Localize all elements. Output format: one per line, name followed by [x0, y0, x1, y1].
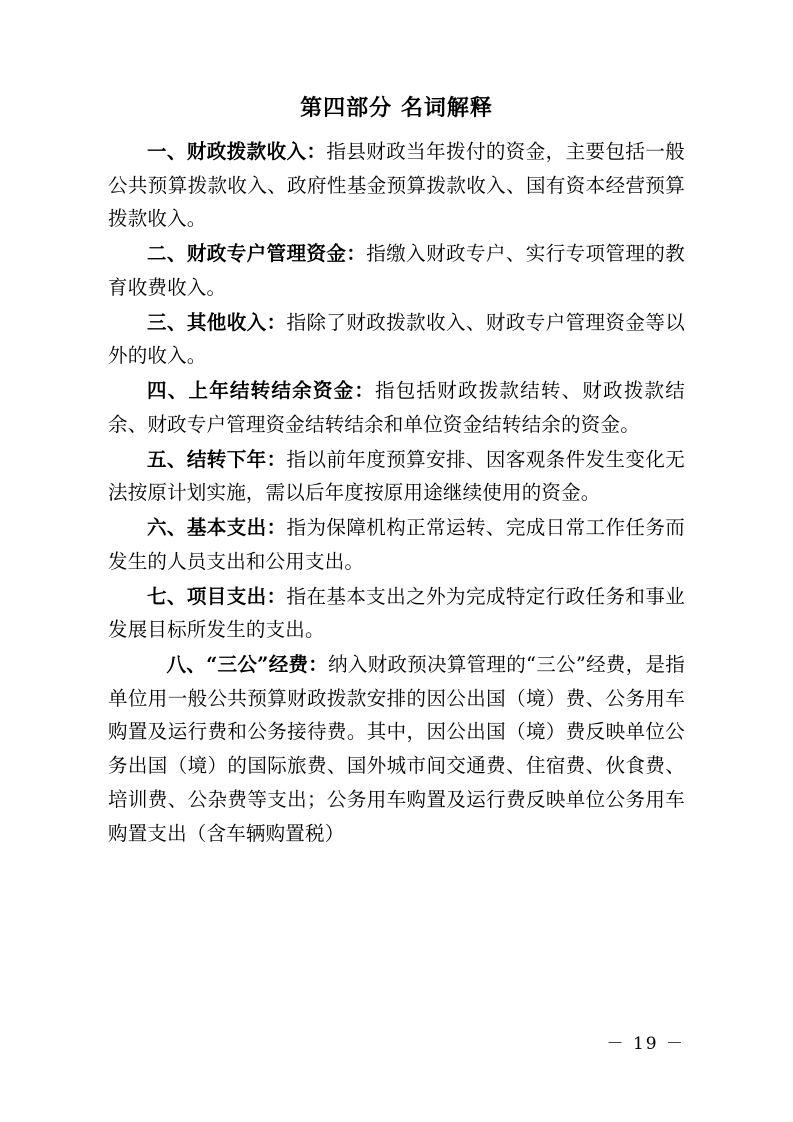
- paragraph-lead: 六、基本支出：: [147, 516, 287, 540]
- paragraph-body: 指缴入财政专户、实行专项管理的教育收费收入。: [108, 242, 685, 299]
- paragraph-lead: 一、财政拨款收入：: [147, 140, 327, 163]
- paragraph-8: [108, 648, 685, 850]
- paragraph-body: 指以前年度预算安排、因客观条件发生变化无法按原计划实施，需以后年度按原用途继续使用的资金。: [108, 447, 685, 505]
- paragraph-lead: 八、“三公”经费：: [166, 653, 329, 677]
- paragraph-body: 指除了财政拨款收入、财政专户管理资金等以外的收入。: [108, 310, 685, 368]
- paragraph-1: [108, 135, 685, 236]
- paragraph-2: [108, 237, 685, 304]
- paragraph-body: 指县财政当年拨付的资金，主要包括一般公共预算拨款收入、政府性基金预算拨款收入、国有资本经营预算拨款收入。: [108, 140, 685, 231]
- paragraph-body: 指在基本支出之外为完成特定行政任务和事业发展目标所发生的支出。: [108, 584, 685, 642]
- paragraph-lead: 五、结转下年：: [147, 447, 287, 471]
- page-number: － 19 －: [606, 1034, 685, 1054]
- paragraph-6: [108, 511, 685, 578]
- paragraph-lead: 三、其他收入：: [147, 310, 287, 334]
- paragraph-3: [108, 306, 685, 373]
- paragraph-body: 指为保障机构正常运转、完成日常工作任务而发生的人员支出和公用支出。: [108, 516, 685, 573]
- paragraph-7: [108, 580, 685, 647]
- paragraph-lead: 七、项目支出：: [147, 584, 287, 608]
- paragraph-lead: 四、上年结转结余资金：: [147, 379, 376, 403]
- paragraph-body: 纳入财政预决算管理的“三公”经费，是指单位用一般公共预算财政拨款安排的因公出国（境）费、公务用车购置及运行费和公务接待费。其中，因公出国（境）费反映单位公务出国（境）的国际旅费、国外城市间交通费、住宿费、伙食费、培训费、公杂费等支出；公务用车购置及运行费反映单位公务用车购置支出（含车辆购置税）: [108, 653, 685, 845]
- paragraph-body: 指包括财政拨款结转、财政拨款结余、财政专户管理资金结转结余和单位资金结转结余的资金。: [108, 379, 685, 436]
- paragraph-4: [108, 374, 685, 441]
- paragraph-lead: 二、财政专户管理资金：: [147, 242, 367, 266]
- paragraph-5: [108, 443, 685, 510]
- page-title: 第四部分 名词解释: [300, 95, 493, 121]
